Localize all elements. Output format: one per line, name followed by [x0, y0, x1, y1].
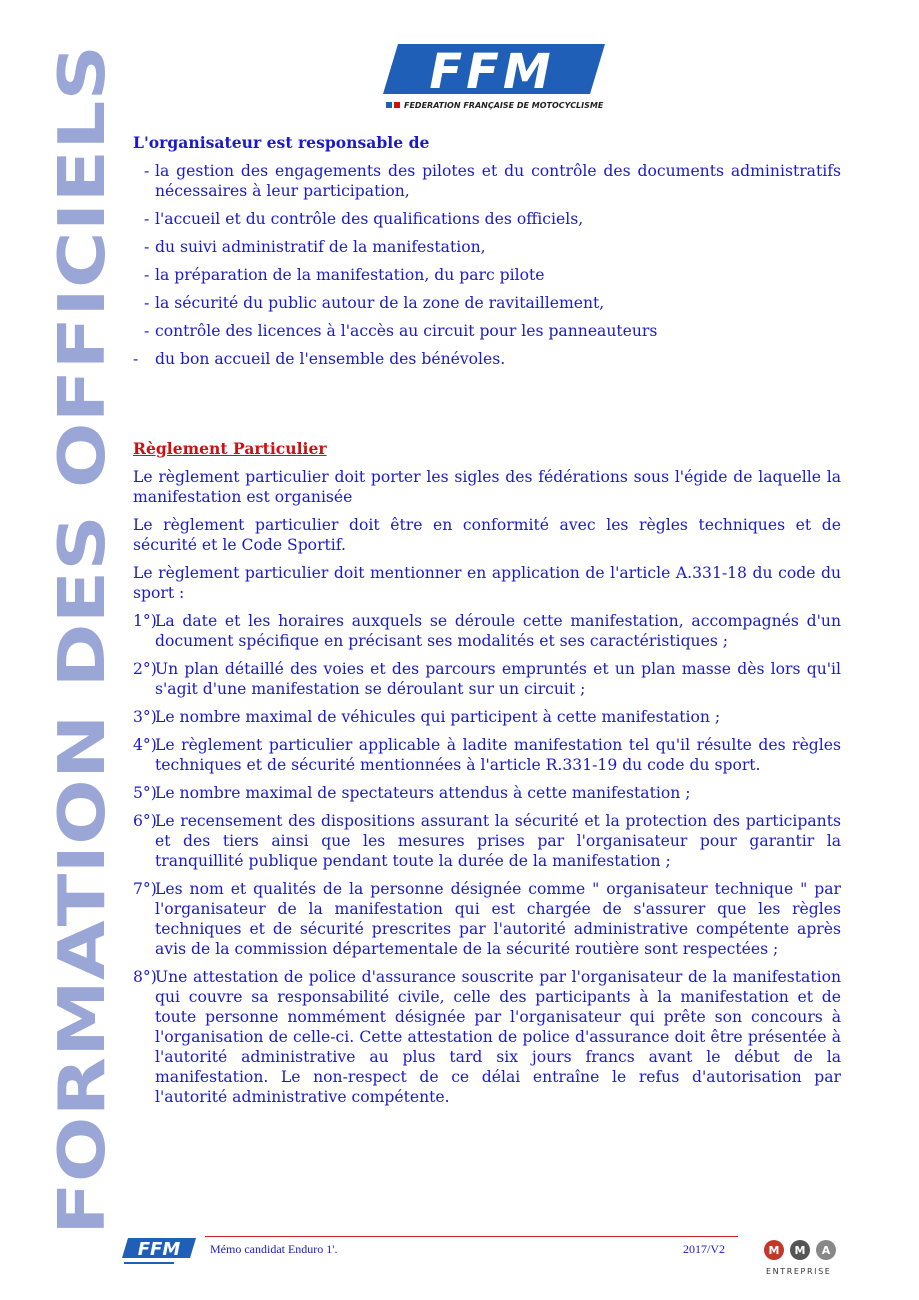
ffm-logo-tagline: FEDERATION FRANÇAISE DE MOTOCYCLISME: [404, 101, 604, 110]
reglement-paragraph: Le règlement particulier doit être en conformité avec les règles techniques et de sécurité et le Code Sportif.: [133, 516, 841, 554]
organizer-item: - du bon accueil de l'ensemble des bénévoles.: [133, 350, 506, 368]
numbered-item: 2°) Un plan détaillé des voies et des parcours empruntés et un plan masse dès lors qu'il s'agit d'une manifestation se déroulant sur un circuit ;: [133, 660, 841, 698]
organizer-heading: L'organisateur est responsable de: [133, 133, 430, 152]
organizer-item: - contrôle des licences à l'accès au circuit pour les panneauteurs: [144, 322, 658, 340]
sidebar-title: [46, 40, 120, 1240]
ffm-footer-logo-text: FFM: [137, 1239, 181, 1260]
footer-version: 2017/V2: [683, 1242, 725, 1256]
numbered-item: 5°) Le nombre maximal de spectateurs attendus à cette manifestation ;: [133, 784, 691, 802]
reglement-paragraph: Le règlement particulier doit mentionner en application de l'article A.331-18 du code du sport :: [133, 564, 841, 602]
numbered-item: 3°) Le nombre maximal de véhicules qui participent à cette manifestation ;: [133, 708, 721, 726]
main-content: [133, 133, 841, 1115]
ffm-logo-text: FFM: [429, 44, 555, 100]
mma-letter: A: [821, 1244, 831, 1257]
numbered-item: 4°) Le règlement particulier applicable à ladite manifestation tel qu'il résulte des règles techniques et de sécurité mentionnées à l'article R.331-19 du code du sport.: [133, 736, 841, 774]
mma-subtitle: ENTREPRISE: [766, 1267, 832, 1276]
organizer-item: - l'accueil et du contrôle des qualifications des officiels,: [144, 210, 584, 228]
footer-divider: [205, 1236, 738, 1237]
ffm-footer-logo: [122, 1236, 198, 1268]
ffm-logo: [380, 38, 610, 118]
organizer-item: - la sécurité du public autour de la zone de ravitaillement,: [144, 294, 605, 312]
reglement-paragraph: Le règlement particulier doit porter les sigles des fédérations sous l'égide de laquelle la manifestation est organisée: [133, 468, 841, 506]
sidebar-title-text: FORMATION DES OFFICIELS: [46, 249, 120, 1235]
numbered-item: 7°) Les nom et qualités de la personne désignée comme " organisateur technique " par l'organisateur de la manifestation qui est chargée de s'assurer que les règles techniques et de sécurité prescrites par l'autorité administrative compétente après avis de la commission départementale de la sécurité routière sont respectées ;: [133, 880, 841, 958]
reglement-title: Règlement Particulier: [133, 439, 327, 458]
mma-letter: M: [768, 1244, 780, 1257]
footer-memo: Mémo candidat Enduro 1'.: [210, 1242, 338, 1256]
organizer-item: - la préparation de la manifestation, du parc pilote: [144, 266, 545, 284]
numbered-item: 8°) Une attestation de police d'assurance souscrite par l'organisateur de la manifestation qui couvre sa responsabilité civile, celle des participants à la manifestation et de toute personne nommément désignée par l'organisateur qui prête son concours à l'organisation de celle-ci. Cette attestation de police d'assurance doit être présentée à l'autorité administrative au plus tard six jours francs avant le début de la manifestation. Le non-respect de ce délai entraîne le refus d'autorisation par l'autorité administrative compétente.: [133, 968, 841, 1106]
numbered-item: 6°) Le recensement des dispositions assurant la sécurité et la protection des participants et des tiers ainsi que les mesures prises par l'organisateur pour garantir la tranquillité publique pendant toute la durée de la manifestation ;: [133, 812, 841, 870]
mma-letter: M: [794, 1244, 806, 1257]
organizer-item: - du suivi administratif de la manifestation,: [144, 238, 486, 256]
organizer-item: - la gestion des engagements des pilotes et du contrôle des documents administratifs nécessaires à leur participation,: [144, 162, 841, 200]
numbered-item: 1°) La date et les horaires auxquels se déroule cette manifestation, accompagnés d'un document spécifique en précisant ses modalités et ses caractéristiques ;: [133, 612, 841, 650]
